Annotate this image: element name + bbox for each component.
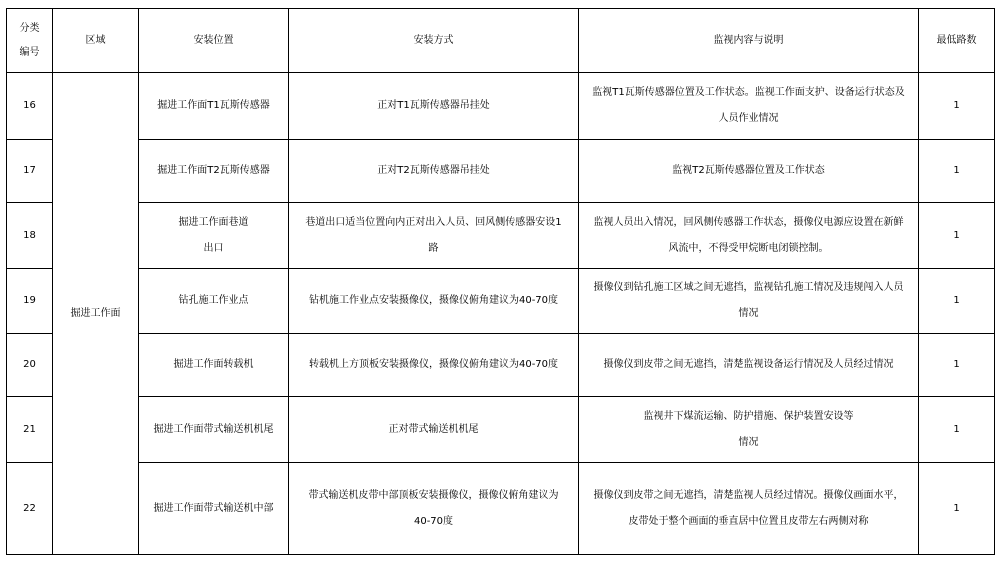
- row-code: 20: [7, 334, 53, 397]
- row-min-channels: 1: [919, 73, 995, 140]
- header-code-line: 分类: [19, 22, 40, 34]
- row-position: [139, 140, 289, 203]
- row-method-line: 正对T1瓦斯传感器吊挂处: [377, 100, 490, 111]
- row-position: [139, 334, 289, 397]
- row-method: [289, 203, 579, 269]
- row-method: [289, 334, 579, 397]
- table-row: [7, 397, 995, 463]
- row-method: [289, 463, 579, 555]
- row-content-line: 监视T1瓦斯传感器位置及工作状态。监视工作面支护、设备运行状态及: [592, 87, 905, 98]
- area-cell: 掘进工作面: [53, 73, 139, 555]
- row-content-line: 皮带处于整个画面的垂直居中位置且皮带左右两侧对称: [628, 515, 869, 527]
- row-method-line: 巷道出口适当位置向内正对出入人员、回风侧传感器安设1: [305, 216, 562, 228]
- row-min-channels: 1: [919, 140, 995, 203]
- row-position: [139, 269, 289, 334]
- row-method-line: 正对T2瓦斯传感器吊挂处: [377, 165, 490, 176]
- row-content: [579, 203, 919, 269]
- header-method: 安装方式: [289, 9, 579, 73]
- table-row: [7, 203, 995, 269]
- header-row: [7, 9, 995, 73]
- row-content-line: 人员作业情况: [718, 113, 779, 124]
- header-min-channels: 最低路数: [919, 9, 995, 73]
- row-method: [289, 140, 579, 203]
- table-row: [7, 269, 995, 334]
- row-content-line: 情况: [738, 436, 759, 448]
- table-row: [7, 140, 995, 203]
- header-area: 区域: [53, 9, 139, 73]
- row-method-line: 正对带式输送机机尾: [388, 423, 479, 435]
- header-content: 监视内容与说明: [579, 9, 919, 73]
- row-position-line: 出口: [203, 242, 224, 254]
- row-method-line: 40-70度: [413, 515, 454, 527]
- row-min-channels: 1: [919, 397, 995, 463]
- table-row: [7, 73, 995, 140]
- header-code-line: 编号: [19, 46, 40, 58]
- row-position-line: 掘进工作面巷道: [178, 216, 249, 228]
- row-content: [579, 140, 919, 203]
- row-code: 19: [7, 269, 53, 334]
- row-content-line: 摄像仪到皮带之间无遮挡，清楚监视人员经过情况。摄像仪画面水平，: [593, 489, 904, 501]
- row-position: [139, 73, 289, 140]
- row-position-line: 掘进工作面转载机: [173, 359, 254, 370]
- row-method: [289, 269, 579, 334]
- header-position: 安装位置: [139, 9, 289, 73]
- row-method-line: 带式输送机皮带中部顶板安装摄像仪，摄像仪俯角建议为: [308, 489, 559, 501]
- row-content-line: 监视T2瓦斯传感器位置及工作状态: [672, 165, 825, 176]
- row-code: 17: [7, 140, 53, 203]
- row-method-line: 路: [428, 242, 439, 254]
- row-content-line: 情况: [738, 308, 759, 319]
- row-method: [289, 73, 579, 140]
- row-code: 18: [7, 203, 53, 269]
- row-content-line: 风流中，不得受甲烷断电闭锁控制。: [668, 242, 829, 254]
- row-min-channels: 1: [919, 269, 995, 334]
- row-content-line: 摄像仪到钻孔施工区域之间无遮挡，监视钻孔施工情况及违规闯入人员: [593, 282, 904, 293]
- row-code: 22: [7, 463, 53, 555]
- row-content: [579, 73, 919, 140]
- row-code: 21: [7, 397, 53, 463]
- row-min-channels: 1: [919, 463, 995, 555]
- row-position: [139, 203, 289, 269]
- row-content: [579, 334, 919, 397]
- row-position: [139, 397, 289, 463]
- header-code: [7, 9, 53, 73]
- row-position-line: 掘进工作面T1瓦斯传感器: [157, 100, 270, 111]
- row-content: [579, 397, 919, 463]
- row-content: [579, 269, 919, 334]
- row-method-line: 钻机施工作业点安装摄像仪，摄像仪俯角建议为40-70度: [308, 295, 559, 306]
- row-position: [139, 463, 289, 555]
- row-content-line: 监视人员出入情况，回风侧传感器工作状态，摄像仪电源应设置在新鲜: [593, 216, 904, 228]
- row-position-line: 掘进工作面带式输送机中部: [153, 502, 274, 514]
- row-min-channels: 1: [919, 203, 995, 269]
- row-code: 16: [7, 73, 53, 140]
- table-row: [7, 463, 995, 555]
- table-row: [7, 334, 995, 397]
- row-method: [289, 397, 579, 463]
- row-content: [579, 463, 919, 555]
- row-content-line: 监视井下煤流运输、防护措施、保护装置安设等: [643, 410, 854, 422]
- row-position-line: 掘进工作面T2瓦斯传感器: [157, 165, 270, 176]
- row-position-line: 钻孔施工作业点: [178, 295, 249, 306]
- row-position-line: 掘进工作面带式输送机机尾: [153, 423, 274, 435]
- row-min-channels: 1: [919, 334, 995, 397]
- row-method-line: 转载机上方顶板安装摄像仪，摄像仪俯角建议为40-70度: [308, 359, 559, 370]
- row-content-line: 摄像仪到皮带之间无遮挡，清楚监视设备运行情况及人员经过情况: [603, 359, 894, 370]
- table-body: [7, 73, 995, 555]
- install-table: [6, 8, 995, 555]
